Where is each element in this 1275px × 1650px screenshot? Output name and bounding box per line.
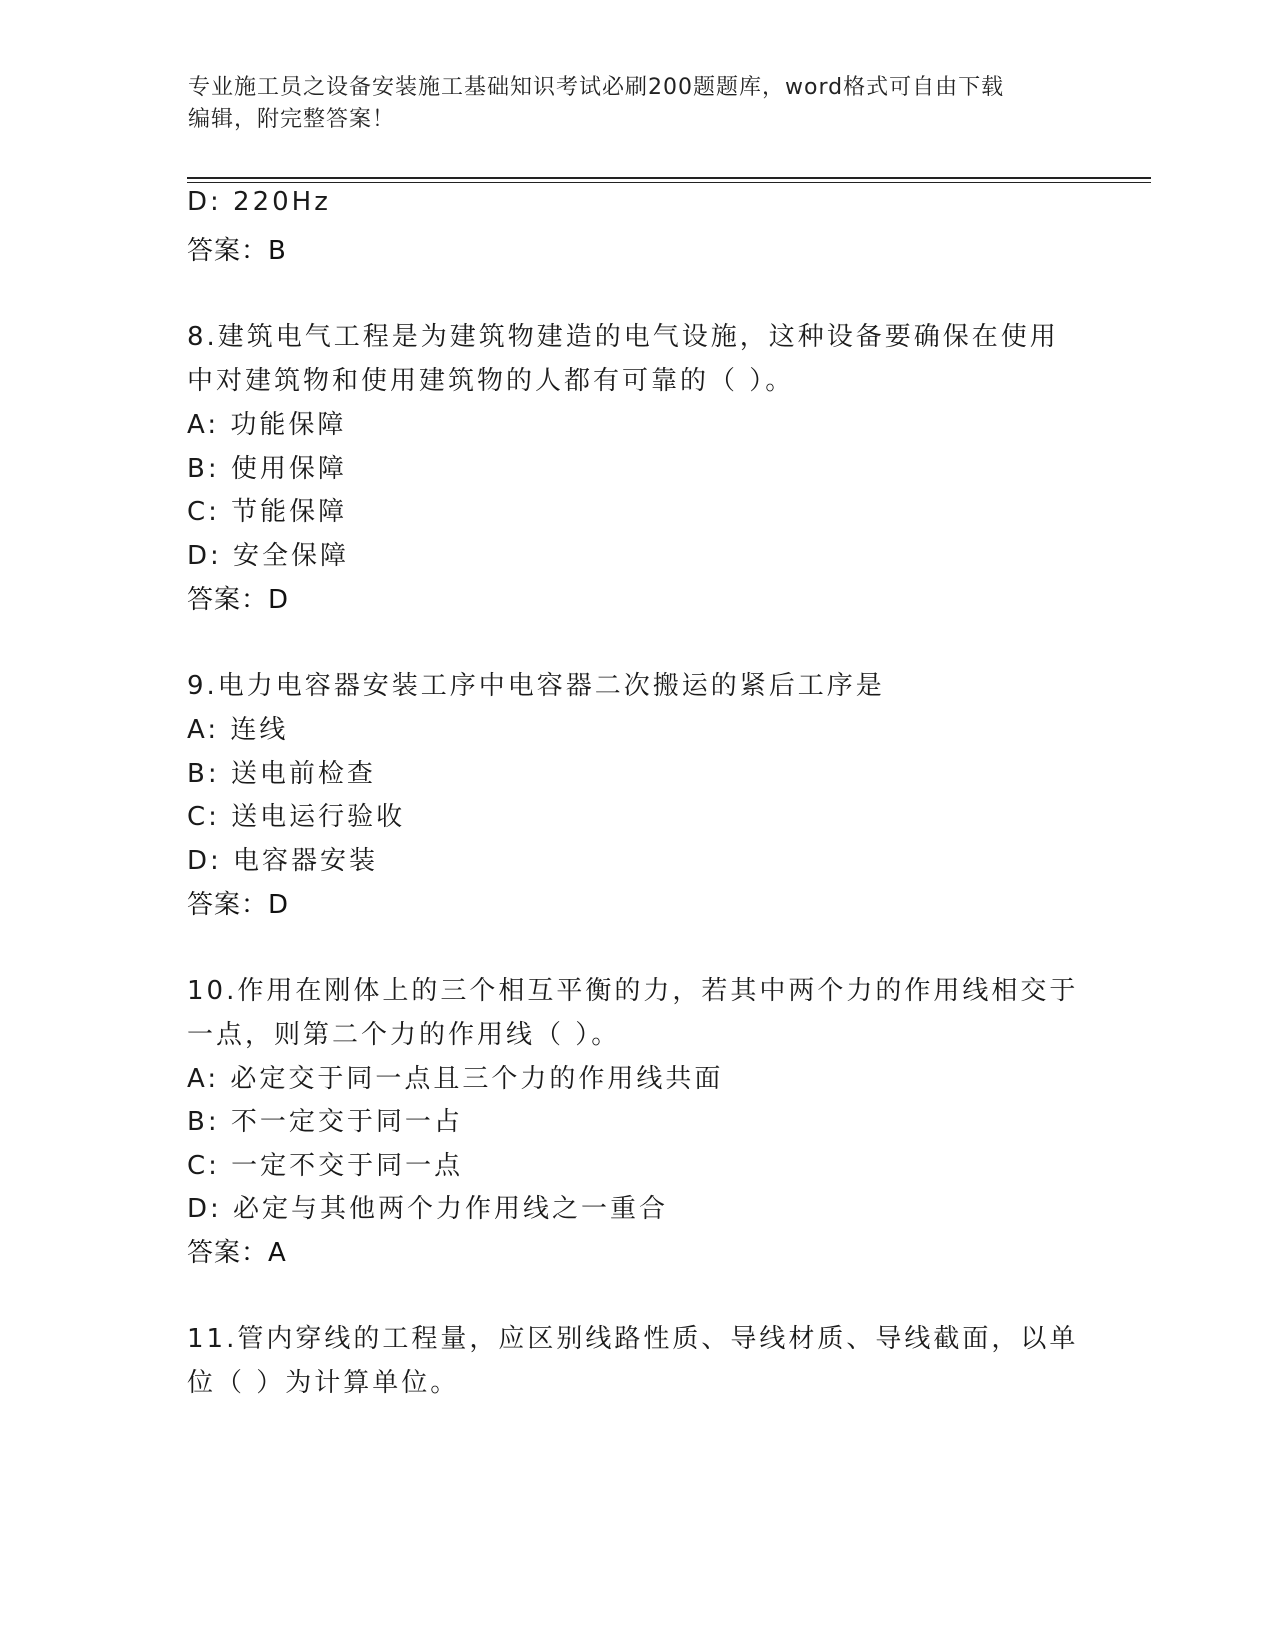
q11-stem-line-2: 位（ ）为计算单位。: [187, 1368, 460, 1398]
q9-option-b: B: 送电前检查: [187, 759, 376, 789]
q10-option-c: C: 一定不交于同一点: [187, 1151, 464, 1181]
header-divider-thick: [187, 177, 1151, 179]
q9-option-c: C: 送电运行验收: [187, 802, 406, 832]
q8-answer: 答案：D: [187, 585, 290, 615]
q10-option-b: B: 不一定交于同一占: [187, 1107, 463, 1137]
q10-stem-line-2: 一点，则第二个力的作用线（ ）。: [187, 1020, 621, 1050]
q8-option-b: B: 使用保障: [187, 454, 347, 484]
q9-option-d: D: 电容器安装: [187, 846, 379, 876]
q9-answer: 答案：D: [187, 890, 290, 920]
q10-stem-line-1: 10.作用在刚体上的三个相互平衡的力，若其中两个力的作用线相交于: [187, 976, 1079, 1006]
q8-option-a: A: 功能保障: [187, 410, 347, 440]
q10-answer: 答案：A: [187, 1238, 287, 1268]
q8-stem-line-1: 8.建筑电气工程是为建筑物建造的电气设施，这种设备要确保在使用: [187, 322, 1059, 352]
q9-option-a: A: 连线: [187, 715, 289, 745]
q10-option-d: D: 必定与其他两个力作用线之一重合: [187, 1194, 669, 1224]
document-header: [188, 72, 1068, 136]
q11-stem-line-1: 11.管内穿线的工程量，应区别线路性质、导线材质、导线截面，以单: [187, 1324, 1079, 1354]
header-line-2: 编辑，附完整答案！: [188, 107, 396, 132]
q10-option-a: A: 必定交于同一点且三个力的作用线共面: [187, 1064, 724, 1094]
prev-option-d: D: 220Hz: [187, 187, 331, 217]
header-line-1: 专业施工员之设备安装施工基础知识考试必刷200题题库，word格式可自由下载: [188, 75, 1005, 100]
q8-stem-line-2: 中对建筑物和使用建筑物的人都有可靠的（ ）。: [187, 366, 795, 396]
header-divider-thin: [187, 182, 1151, 183]
q8-option-d: D: 安全保障: [187, 541, 350, 571]
prev-answer: 答案：B: [187, 236, 287, 266]
q9-stem-line-1: 9.电力电容器安装工序中电容器二次搬运的紧后工序是: [187, 671, 885, 701]
q8-option-c: C: 节能保障: [187, 497, 348, 527]
